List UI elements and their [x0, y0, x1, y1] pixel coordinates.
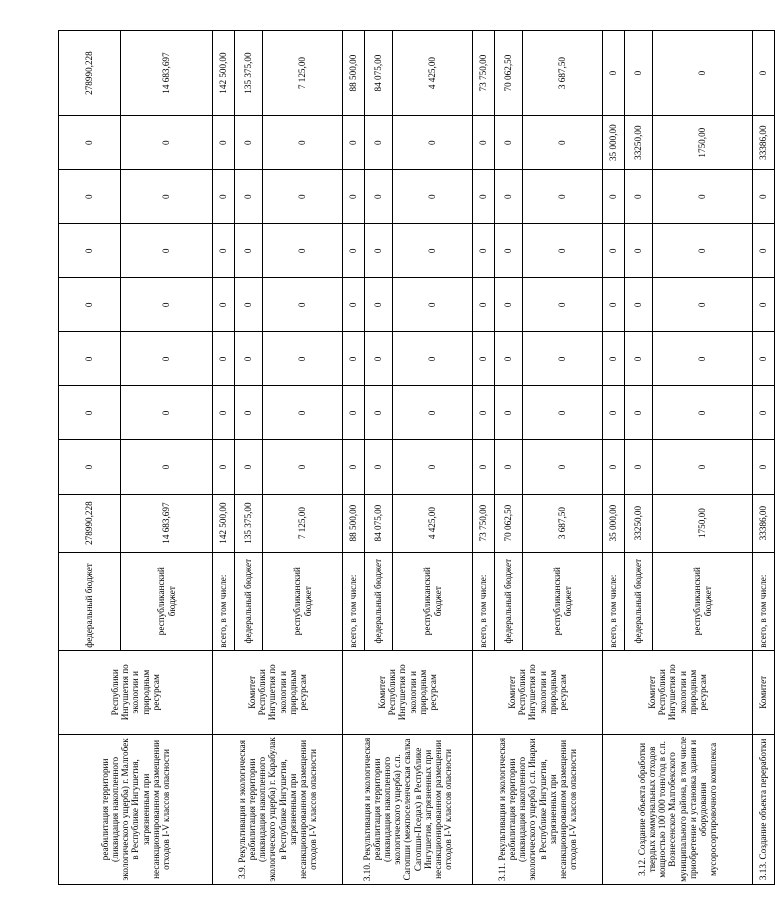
year-amount-cell: 0	[603, 278, 625, 332]
year-amount-cell: 278990,228	[59, 31, 121, 116]
year-amount-cell: 88 500,00	[343, 31, 365, 116]
funding-source-cell: республиканский бюджет	[393, 552, 473, 650]
year-amount-cell: 73 750,00	[473, 31, 495, 116]
year-amount-cell: 0	[213, 440, 235, 494]
year-amount-cell: 0	[365, 278, 393, 332]
year-amount-cell: 0	[603, 332, 625, 386]
rotated-page	[58, 25, 769, 885]
year-amount-cell: 0	[365, 116, 393, 170]
year-amount-cell: 0	[473, 386, 495, 440]
year-amount-cell: 0	[495, 224, 523, 278]
total-amount-cell: 73 750,00	[473, 494, 495, 552]
year-amount-cell: 0	[753, 224, 775, 278]
year-amount-cell: 142 500,00	[213, 31, 235, 116]
total-amount-cell: 7 125,00	[263, 494, 343, 552]
year-amount-cell: 0	[603, 224, 625, 278]
measure-name-cell: 3.10. Рекультивация и экологическая реабилитация территории (ликвидация накопленного экологического ущерба) с.п. Сагопши (межпоселенческая свалка Сагопши-Пседах) в Республике Ингушетия, загрязненных при несанкционированном размещении отходов I-V классов опасности	[343, 734, 473, 884]
year-amount-cell: 0	[625, 224, 653, 278]
year-amount-cell: 0	[235, 332, 263, 386]
year-amount-cell: 35 000,00	[603, 116, 625, 170]
year-amount-cell: 0	[625, 278, 653, 332]
executor-cell: Республики Ингушетия по экологии и природным ресурсам	[59, 650, 213, 734]
year-amount-cell: 0	[235, 278, 263, 332]
year-amount-cell: 0	[625, 440, 653, 494]
year-amount-cell: 0	[473, 116, 495, 170]
year-amount-cell: 0	[653, 386, 753, 440]
year-amount-cell: 70 062,50	[495, 31, 523, 116]
total-amount-cell: 135 375,00	[235, 494, 263, 552]
funding-source-cell: всего, в том числе:	[343, 552, 365, 650]
year-amount-cell: 84 075,00	[365, 31, 393, 116]
year-amount-cell: 0	[59, 332, 121, 386]
year-amount-cell: 0	[59, 440, 121, 494]
year-amount-cell: 0	[653, 224, 753, 278]
total-amount-cell: 33386,00	[753, 494, 775, 552]
year-amount-cell: 0	[753, 332, 775, 386]
funding-source-cell: республиканский бюджет	[263, 552, 343, 650]
year-amount-cell: 0	[653, 170, 753, 224]
executor-cell: Комитет Республики Ингушетия по экологии и природным ресурсам	[213, 650, 343, 734]
total-amount-cell: 3 687,50	[523, 494, 603, 552]
table-row	[213, 31, 235, 885]
executor-cell: Комитет Республики Ингушетия по экологии и природным ресурсам	[473, 650, 603, 734]
year-amount-cell: 0	[59, 278, 121, 332]
year-amount-cell: 0	[753, 386, 775, 440]
total-amount-cell: 278990,228	[59, 494, 121, 552]
year-amount-cell: 0	[59, 170, 121, 224]
executor-cell: Комитет Республики Ингушетия по экологии и природным ресурсам	[603, 650, 753, 734]
table-row	[603, 31, 625, 885]
year-amount-cell: 33250,00	[625, 116, 653, 170]
executor-cell: Комитет Республики Ингушетия по экологии и природным ресурсам	[343, 650, 473, 734]
total-amount-cell: 142 500,00	[213, 494, 235, 552]
total-amount-cell: 88 500,00	[343, 494, 365, 552]
year-amount-cell: 0	[523, 278, 603, 332]
year-amount-cell: 0	[365, 170, 393, 224]
year-amount-cell: 0	[121, 224, 213, 278]
year-amount-cell: 0	[393, 116, 473, 170]
year-amount-cell: 0	[121, 116, 213, 170]
year-amount-cell: 0	[235, 116, 263, 170]
year-amount-cell: 0	[603, 386, 625, 440]
year-amount-cell: 0	[365, 224, 393, 278]
year-amount-cell: 0	[343, 332, 365, 386]
year-amount-cell: 14 683,697	[121, 31, 213, 116]
measure-name-cell: реабилитация территории (ликвидация накопленного экологического ущерба) г. Малгобек в Республике Ингушетия, загрязненным при несанкционированном размещении отходов I-V классов опасности	[59, 734, 213, 884]
total-amount-cell: 35 000,00	[603, 494, 625, 552]
total-amount-cell: 14 683,697	[121, 494, 213, 552]
year-amount-cell: 0	[263, 278, 343, 332]
year-amount-cell: 0	[121, 170, 213, 224]
year-amount-cell: 0	[393, 224, 473, 278]
year-amount-cell: 0	[343, 440, 365, 494]
year-amount-cell: 0	[365, 332, 393, 386]
funding-source-cell: республиканский бюджет	[523, 552, 603, 650]
year-amount-cell: 0	[625, 332, 653, 386]
year-amount-cell: 33386,00	[753, 116, 775, 170]
year-amount-cell: 0	[495, 278, 523, 332]
year-amount-cell: 0	[263, 386, 343, 440]
year-amount-cell: 0	[213, 224, 235, 278]
budget-table	[58, 30, 775, 885]
year-amount-cell: 0	[753, 170, 775, 224]
year-amount-cell: 0	[603, 31, 625, 116]
year-amount-cell: 0	[213, 170, 235, 224]
year-amount-cell: 0	[603, 440, 625, 494]
year-amount-cell: 0	[343, 116, 365, 170]
year-amount-cell: 4 425,00	[393, 31, 473, 116]
table-row	[753, 31, 775, 885]
table-row	[343, 31, 365, 885]
year-amount-cell: 0	[59, 116, 121, 170]
year-amount-cell: 0	[235, 170, 263, 224]
year-amount-cell: 0	[393, 332, 473, 386]
year-amount-cell: 0	[495, 386, 523, 440]
year-amount-cell: 0	[523, 224, 603, 278]
year-amount-cell: 0	[365, 440, 393, 494]
year-amount-cell: 0	[523, 116, 603, 170]
table-row	[473, 31, 495, 885]
year-amount-cell: 0	[121, 278, 213, 332]
year-amount-cell: 0	[343, 278, 365, 332]
year-amount-cell: 0	[121, 332, 213, 386]
year-amount-cell: 1750,00	[653, 116, 753, 170]
year-amount-cell: 0	[263, 170, 343, 224]
year-amount-cell: 0	[393, 278, 473, 332]
year-amount-cell: 0	[495, 440, 523, 494]
funding-source-cell: федеральный бюджет	[59, 552, 121, 650]
year-amount-cell: 0	[653, 332, 753, 386]
funding-source-cell: федеральный бюджет	[365, 552, 393, 650]
year-amount-cell: 0	[523, 332, 603, 386]
year-amount-cell: 0	[523, 386, 603, 440]
year-amount-cell: 0	[235, 224, 263, 278]
year-amount-cell: 0	[263, 440, 343, 494]
year-amount-cell: 0	[473, 224, 495, 278]
year-amount-cell: 0	[235, 440, 263, 494]
measure-name-cell: 3.13. Создание объекта переработки	[753, 734, 775, 884]
year-amount-cell: 0	[235, 386, 263, 440]
year-amount-cell: 0	[473, 440, 495, 494]
funding-source-cell: республиканский бюджет	[653, 552, 753, 650]
funding-source-cell: всего, в том числе:	[753, 552, 775, 650]
year-amount-cell: 0	[625, 31, 653, 116]
year-amount-cell: 0	[343, 224, 365, 278]
year-amount-cell: 0	[59, 386, 121, 440]
year-amount-cell: 0	[393, 440, 473, 494]
funding-source-cell: всего, в том числе:	[213, 552, 235, 650]
year-amount-cell: 0	[213, 116, 235, 170]
total-amount-cell: 70 062,50	[495, 494, 523, 552]
year-amount-cell: 0	[343, 170, 365, 224]
table-row	[59, 31, 121, 885]
funding-source-cell: всего, в том числе:	[603, 552, 625, 650]
year-amount-cell: 0	[603, 170, 625, 224]
year-amount-cell: 0	[343, 386, 365, 440]
year-amount-cell: 0	[625, 386, 653, 440]
year-amount-cell: 0	[625, 170, 653, 224]
year-amount-cell: 0	[393, 386, 473, 440]
year-amount-cell: 3 687,50	[523, 31, 603, 116]
total-amount-cell: 1750,00	[653, 494, 753, 552]
year-amount-cell: 0	[393, 170, 473, 224]
measure-name-cell: 3.9. Рекультивация и экологическая реабилитация территории (ликвидация накопленного экологического ущерба) г. Карабулак в Республике Ингушетия, загрязненным при несанкционированном размещении отходов I-V классов опасности	[213, 734, 343, 884]
total-amount-cell: 4 425,00	[393, 494, 473, 552]
year-amount-cell: 0	[263, 224, 343, 278]
year-amount-cell: 0	[753, 31, 775, 116]
funding-source-cell: республиканский бюджет	[121, 552, 213, 650]
year-amount-cell: 0	[473, 332, 495, 386]
year-amount-cell: 0	[213, 386, 235, 440]
executor-cell: Комитет	[753, 650, 775, 734]
year-amount-cell: 0	[263, 116, 343, 170]
year-amount-cell: 0	[753, 440, 775, 494]
year-amount-cell: 0	[653, 278, 753, 332]
year-amount-cell: 0	[121, 386, 213, 440]
year-amount-cell: 0	[213, 278, 235, 332]
year-amount-cell: 0	[653, 31, 753, 116]
year-amount-cell: 0	[473, 170, 495, 224]
year-amount-cell: 0	[213, 332, 235, 386]
total-amount-cell: 33250,00	[625, 494, 653, 552]
year-amount-cell: 0	[263, 332, 343, 386]
year-amount-cell: 0	[495, 116, 523, 170]
funding-source-cell: федеральный бюджет	[625, 552, 653, 650]
year-amount-cell: 7 125,00	[263, 31, 343, 116]
total-amount-cell: 84 075,00	[365, 494, 393, 552]
year-amount-cell: 0	[59, 224, 121, 278]
year-amount-cell: 0	[523, 440, 603, 494]
year-amount-cell: 0	[473, 278, 495, 332]
year-amount-cell: 0	[523, 170, 603, 224]
measure-name-cell: 3.11. Рекультивация и экологическая реабилитация территории (ликвидация накопленного экологического ущерба) с.п. Инарки в Республике Ингушетия, загрязненных при несанкционированном размещении отходов I-V классов опасности	[473, 734, 603, 884]
year-amount-cell: 0	[495, 170, 523, 224]
funding-source-cell: федеральный бюджет	[495, 552, 523, 650]
year-amount-cell: 0	[365, 386, 393, 440]
measure-name-cell: 3.12. Создание объекта обработки твердых коммунальных отходов мощностью 100 000 тонн/год в с.п. Вознесенское Малгобекского муниципального района, в том числе приобретение и установка здания и оборудования мусоросортировочного комплекса	[603, 734, 753, 884]
funding-source-cell: федеральный бюджет	[235, 552, 263, 650]
year-amount-cell: 0	[653, 440, 753, 494]
year-amount-cell: 135 375,00	[235, 31, 263, 116]
year-amount-cell: 0	[495, 332, 523, 386]
year-amount-cell: 0	[753, 278, 775, 332]
funding-source-cell: всего, в том числе:	[473, 552, 495, 650]
year-amount-cell: 0	[121, 440, 213, 494]
